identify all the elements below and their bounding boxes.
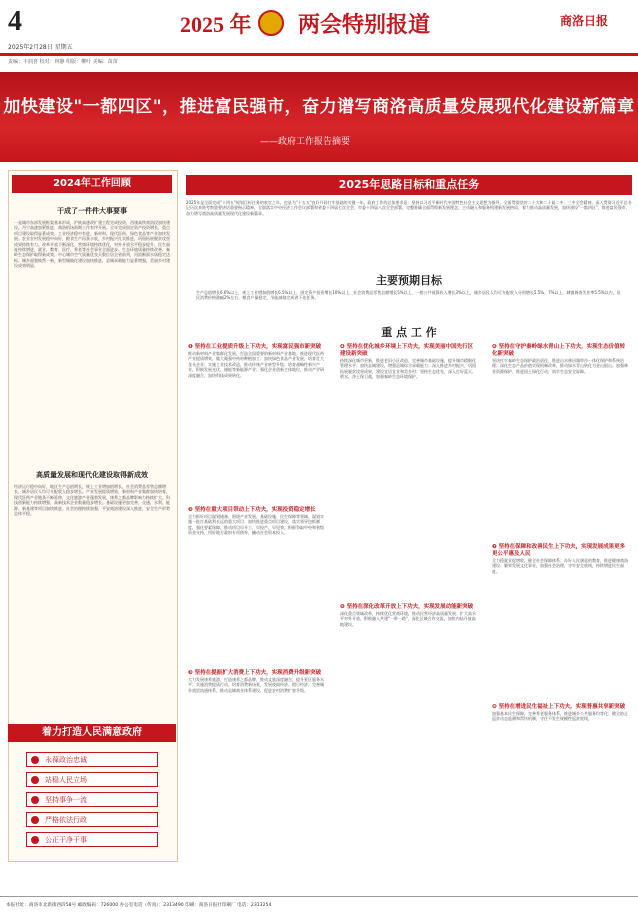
task-text: 持续深化城市更新，推进老旧小区改造，完善城市基础设施，提升城市精细化管理水平；加快县城建设，增强县城综合承载能力；深入推进乡村振兴，巩固拓展脱贫攻坚成果，建设宜居宜业和美乡村；坚持生态优先，深入打好蓝天、碧水、净土保卫战，加强秦岭生态环境保护。 [340, 358, 476, 380]
bullet-icon [31, 756, 39, 764]
task-text: 全力稳就业促增收，健全社会保障体系；办好人民满意的教育，推进健康商洛建设；繁荣发展文化事业，加强社会治理，守牢安全底线，持续增进民生福祉。 [492, 558, 628, 574]
review-paragraph-2: 经济运行稳中向好，地区生产总值增长，规上工业增加值增长，社会消费品零售总额增长，城乡居民人均可支配收入稳步增长。产业发展提质增效，新材料产业集群加快培育，现代医药产业链条不断延伸，文化旅游产业蓬勃发展，康养之都品牌影响力持续扩大。科技创新能力持续增强，高新技术企业数量稳步增长。基础设施更加完善，交通、水利、能源、新基建等项目加快推进。社会治理持续加强，平安商洛建设深入推进，安全生产形势总体平稳。 [14, 484, 170, 517]
principle-label: 永葆政治忠诚 [45, 756, 87, 764]
task-column-1 [188, 344, 326, 874]
principle-label: 坚持事争一流 [45, 796, 87, 804]
task-column-2 [340, 344, 478, 874]
national-emblem-icon [258, 10, 284, 36]
task-title: ❹ 坚持在优化城乡环境上下功夫，实现美丽中国先行区建设新突破 [340, 344, 474, 357]
task-title: ❶ 坚持在工业提质升级上下功夫，实现富民强市新突破 [188, 344, 322, 350]
task-text: 加强基本民生保障，完善养老服务体系，推进城乡公共服务均等化；健全防止返贫动态监测和帮扶机制，守住不发生规模性返贫底线。 [492, 711, 628, 722]
task-title: ❷ 坚持在重大项目带动上下功夫，实现投资稳定增长 [188, 507, 316, 513]
page-number: 4 [8, 6, 22, 37]
headline: 加快建设"一都四区"，推进富民强市，奋力谱写商洛高质量发展现代化建设新篇章 [3, 97, 635, 117]
principle-label: 公正干净干事 [45, 836, 87, 844]
bullet-icon [31, 816, 39, 824]
task-title: ❺ 坚持在深化改革开放上下功夫，实现发展动能新突破 [340, 604, 474, 610]
newspaper-logo: 商洛日报 [560, 14, 609, 28]
bullet-icon [31, 776, 39, 784]
task-title: ❽ 坚持在增进民生福祉上下功夫，实现普惠共享新突破 [492, 704, 626, 710]
goals-heading: 主要预期目标 [376, 274, 442, 287]
principle-item [26, 792, 158, 807]
key-work-heading: 重 点 工 作 [381, 326, 437, 339]
summary-paragraph: 2025年是全面完成"十四五"规划目标任务的收官之年，也是为"十五五"良好开局打牢基础的关键一年。政府工作的总体要求是：坚持以习近平新时代中国特色社会主义思想为指导，全面贯彻党的二十大和二十届二中、三中全会精神，深入贯彻习近平总书记历次来陕考察重要讲话重要指示精神，全面落实中央经济工作会议部署和省委十四届七次全会、市委十四届八次全会部署，完整准确全面贯彻新发展理念，主动融入和服务构建新发展格局，着力推动高质量发展，加快建设"一都四区"，推进富民强市，奋力谱写商洛高质量发展现代化建设新篇章。 [186, 200, 632, 216]
task-text: 大力发展康养旅游，打造康养之都品牌，推动文旅深度融合，提升景区服务水平；实施消费提质行动，培育消费新场景，发展夜间经济、假日经济；完善城乡商贸流通体系，推动县域商业体系建设，促进农村消费扩容升级。 [188, 677, 324, 693]
headline-banner [0, 72, 638, 162]
principle-label: 站稳人民立场 [45, 776, 87, 784]
headline-subtitle: ——政府工作报告摘要 [260, 137, 351, 147]
principle-item [26, 772, 158, 787]
principle-item [26, 832, 158, 847]
task-text: 推动新材料产业集群化发展，打造全国重要的新材料产业基地；推进现代医药产业提质增效，做大做强中药材种植加工；加快绿色食品产业发展，培育壮大龙头企业；实施工业技术改造，推动传统产业转型升级；培育战略性新兴产业，积极发展光伏、储能等新能源产业；强化企业创新主体地位，推动产学研深度融合，加快科技成果转化。 [188, 351, 324, 378]
bullet-icon [31, 836, 39, 844]
issue-date: 2025年2月28日 星期五 [8, 44, 73, 51]
year-label: 2025 年 [180, 12, 252, 37]
task-text: 深化重点领域改革，持续优化营商环境，推动民营经济高质量发展；扩大高水平对外开放，积极融入共建"一带一路"，深化区域合作交流，加快内陆开放高地建设。 [340, 611, 476, 627]
goals-paragraph: 生产总值增长6.6%以上，规上工业增加值增长6.5%以上，固定资产投资增长10%以上，社会消费品零售总额增长5%以上，一般公共预算收入增长3%以上，城乡居民人均可支配收入分别增长5.5%、7%以上，城镇调查失业率5.5%以内，居民消费价格涨幅2%左右，粮食产量稳定，节能减排完成省下达任务。 [196, 290, 621, 301]
task-text: 全力抓好项目谋划储备，围绕产业发展、基础设施、民生保障等领域，谋划实施一批打基础利长远的重大项目；加快推进重点项目建设，落实领导包抓制度，强化要素保障，推动项目早开工、早投产、早见效；积极争取中央和省级资金支持，用好地方政府专项债券，撬动社会资本投入。 [188, 514, 324, 536]
editor-credits: 责编：丰润喜 校对：林静 组版：柳叶 美编：苗苗 [8, 59, 118, 65]
principle-label: 严格依法行政 [45, 816, 87, 824]
task-text: 坚决扛牢秦岭生态保护政治责任，推进山水林田湖草沙一体化保护和系统治理；深化生态产品价值实现机制改革，推动绿水青山转化为金山银山；加强林业资源保护，推进国土绿化行动，筑牢生态安全屏障。 [492, 358, 628, 374]
task-title: ❻ 坚持在守护秦岭绿水青山上下功夫，实现生态价值转化新突破 [492, 344, 626, 357]
footer-imprint: 本报社址：商洛市北新街西段58号 邮政编码：726000 办公室电话（传真）：2313490 印刷：商洛日报社印刷厂 电话：2313254 [0, 896, 638, 913]
bullet-icon [31, 796, 39, 804]
review-subheading-1: 干成了一件件大事要事 [57, 207, 127, 215]
review-subheading-2: 高质量发展和现代化建设取得新成效 [36, 471, 148, 479]
review-heading: 2024年工作回顾 [12, 175, 172, 193]
principle-item [26, 752, 158, 767]
task-title: ❸ 坚持在提振扩大消费上下功夫，实现消费升级新突破 [188, 670, 322, 676]
task-column-3 [492, 344, 630, 874]
tasks-heading: 2025年思路目标和重点任务 [186, 175, 632, 195]
task-title: ❼ 坚持在保障和改善民生上下功夫，实现发展成果更多更公平惠及人民 [492, 544, 626, 557]
section-title: 两会特别报道 [298, 13, 431, 38]
header-divider [0, 53, 638, 56]
government-heading: 着力打造人民满意政府 [8, 724, 176, 742]
principle-item [26, 812, 158, 827]
review-paragraph-1: 一是城市东部发展框架基本形成，沪陕高速改扩建工程完成投资，西康高铁商洛段加快建设，丹宁高速加紧推进，商洛机场前期工作有序开展。全年完成固定资产投资增长，重点项目建设取得显著成效，工业经济稳中有进，新材料、现代医药、绿色食品等产业加快发展。农业农村发展稳中向好，粮食生产再获丰收，乡村振兴扎实推进，巩固拓展脱贫攻坚成果持续有力。改革开放不断深化，营商环境持续优化，对外开放水平稳步提升。民生福祉持续增进，就业、教育、医疗、养老等社会事业全面进步。生态环境质量持续改善，秦岭生态保护取得新成效，中心城市空气质量优良天数位居全省前列，河流断面水质稳定达标。城乡面貌焕然一新，新型城镇化建设加快推进，县城承载能力显著增强，美丽乡村建设成效明显。 [14, 220, 170, 269]
